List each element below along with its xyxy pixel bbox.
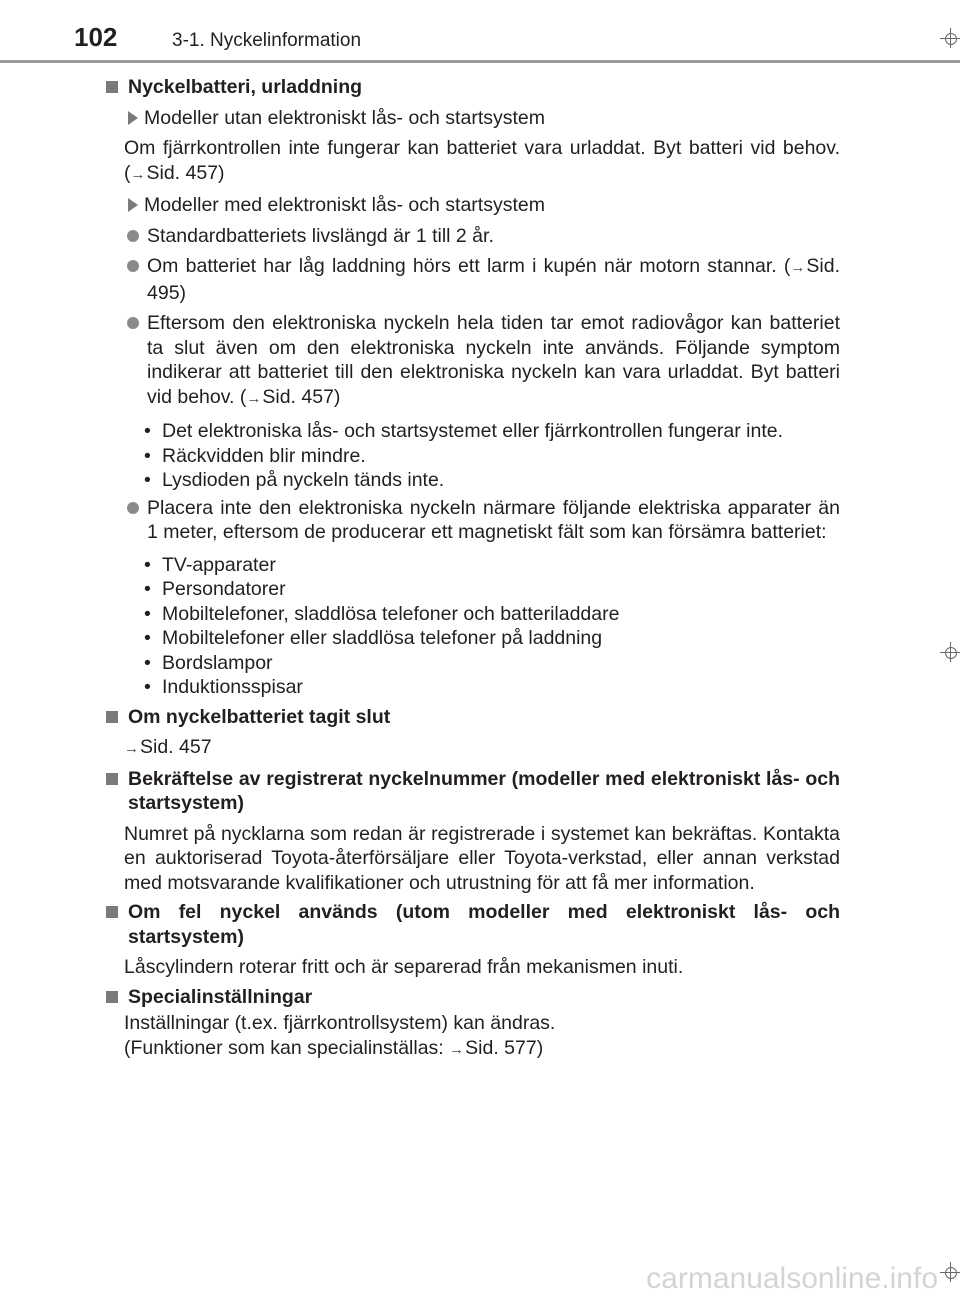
- list-item: • Induktionsspisar: [144, 675, 840, 700]
- arrow-right-icon: →: [130, 165, 146, 183]
- square-bullet-icon: [106, 773, 118, 785]
- arrow-right-icon: →: [449, 1040, 465, 1058]
- triangle-bullet-icon: [128, 111, 138, 125]
- page-content: [102, 70, 840, 1062]
- circle-bullet-icon: [127, 502, 139, 514]
- dot-bullet-4: [124, 496, 840, 545]
- paragraph-line: [124, 1036, 840, 1063]
- subheading-text: Modeller utan elektroniskt lås- och startsystem: [144, 106, 545, 129]
- bullet-text: [147, 254, 840, 305]
- paragraph: [124, 735, 840, 762]
- page-reference: Sid. 495): [147, 255, 840, 304]
- bullet-text: Placera inte den elektroniska nyckeln närmare följande elektriska apparater än 1 meter, eftersom de producerar ett magnetiskt fält som kan försämra batteriet:: [147, 496, 840, 543]
- list-item: • Lysdioden på nyckeln tänds inte.: [144, 468, 840, 493]
- section-title-confirm: Bekräftelse av registrerat nyckelnummer (modeller med elektroniskt lås- och startsystem): [128, 767, 840, 814]
- square-bullet-icon: [106, 906, 118, 918]
- arrow-right-icon: →: [790, 259, 806, 276]
- dot-bullet-1: [124, 224, 840, 249]
- page-reference: Sid. 577): [465, 1036, 544, 1059]
- triangle-bullet-icon: [128, 198, 138, 212]
- circle-bullet-icon: [127, 260, 139, 272]
- section-heading-battery: [102, 75, 840, 100]
- section-title-dead: Om nyckelbatteriet tagit slut: [128, 705, 391, 728]
- arrow-right-icon: →: [124, 740, 139, 757]
- section-title-custom: Specialinställningar: [128, 985, 313, 1008]
- bullet-text: [147, 311, 840, 411]
- paragraph-line: Inställningar (t.ex. fjärrkontrollsystem) kan ändras.: [124, 1012, 556, 1034]
- list-item: • TV-apparater: [144, 553, 840, 578]
- dot-bullet-2: [124, 254, 840, 305]
- paragraph: [124, 1011, 840, 1062]
- circle-bullet-icon: [127, 230, 139, 242]
- section-heading-confirm: [102, 767, 840, 816]
- list-item: • Räckvidden blir mindre.: [144, 444, 840, 469]
- bullet-text-main: Eftersom den elektroniska nyckeln hela tiden tar emot radiovågor kan batteriet ta slut även om den elektroniska nyckeln inte används. Följande symptom indikerar att batteriet till den elektroniska nyckeln kan vara urladdat. Byt batteri vid behov. (: [147, 312, 840, 408]
- section-heading-custom: [102, 985, 840, 1010]
- bullet-text-main: Om batteriet har låg laddning hörs ett larm i kupén när motorn stannar. (: [147, 255, 791, 277]
- list-item: • Mobiltelefoner eller sladdlösa telefoner på laddning: [144, 626, 840, 651]
- section-heading-wrong-key: [102, 900, 840, 949]
- square-bullet-icon: [106, 81, 118, 93]
- list-item: • Mobiltelefoner, sladdlösa telefoner och batteriladdare: [144, 602, 840, 627]
- paragraph-text: (Funktioner som kan specialinställas:: [124, 1036, 450, 1059]
- arrow-right-icon: →: [246, 389, 262, 407]
- dot-bullet-3: [124, 311, 840, 411]
- paragraph: Låscylindern roterar fritt och är separerad från mekanismen inuti.: [124, 956, 684, 978]
- section-title-wrong-key: Om fel nyckel används (utom modeller med elektroniskt lås- och startsystem): [128, 901, 840, 948]
- list-item: • Persondatorer: [144, 577, 840, 602]
- bullet-text: Standardbatteriets livslängd är 1 till 2 år.: [147, 224, 494, 247]
- subheading-text: Modeller med elektroniskt lås- och startsystem: [144, 194, 545, 216]
- section-title-battery: Nyckelbatteri, urladdning: [128, 76, 363, 98]
- square-bullet-icon: [106, 711, 118, 723]
- watermark: carmanualsonline.info: [646, 1262, 938, 1295]
- page-reference: Sid. 457): [262, 385, 341, 408]
- section-title: 3-1. Nyckelinformation: [172, 30, 362, 51]
- circle-bullet-icon: [127, 317, 139, 329]
- paragraph-text: Om fjärrkontrollen inte fungerar kan batteriet vara urladdat. Byt batteri vid behov. (: [124, 137, 840, 184]
- page-reference: Sid. 457): [146, 161, 225, 184]
- paragraph: [124, 136, 840, 187]
- page-header: [0, 0, 960, 64]
- symptom-list: [144, 419, 840, 493]
- paragraph: Numret på nycklarna som redan är registrerade i systemet kan bekräftas. Kontakta en auktoriserad Toyota-återförsäljare eller Toyota-verkstad, eller annan verkstad med motsvarande kvalifikationer och utrustning för att få mer information.: [124, 822, 840, 894]
- list-item: • Det elektroniska lås- och startsystemet eller fjärrkontrollen fungerar inte.: [144, 419, 840, 444]
- device-list: [144, 553, 840, 700]
- header-rule: [0, 60, 960, 63]
- page-reference: Sid. 457: [140, 736, 212, 758]
- list-item: • Bordslampor: [144, 651, 840, 676]
- subheading-without-smart: [126, 106, 840, 131]
- page-number: 102: [74, 22, 118, 52]
- square-bullet-icon: [106, 991, 118, 1003]
- section-heading-dead-battery: [102, 705, 840, 730]
- subheading-with-smart: [126, 193, 840, 218]
